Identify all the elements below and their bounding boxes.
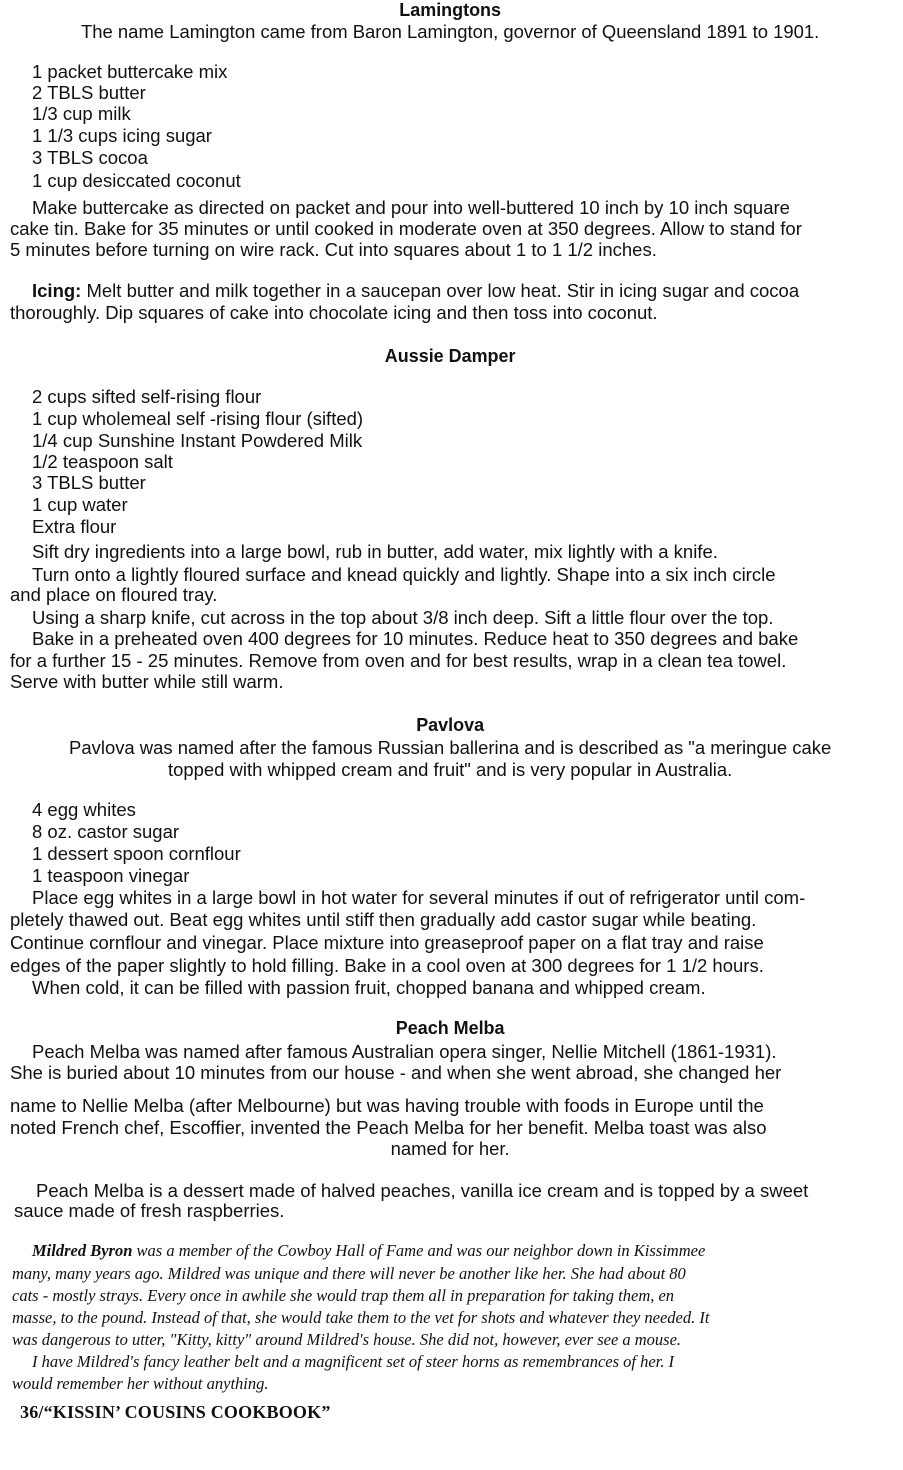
melba-title: Peach Melba [395,1018,505,1038]
damper-method-line: Serve with butter while still warm. [10,671,284,692]
pavlova-method-line: edges of the paper slightly to hold filling. Bake in a cool oven at 300 degrees for 1 1/2 hours. [10,955,764,976]
damper-method-line: Sift dry ingredients into a large bowl, rub in butter, add water, mix lightly with a knife. [32,541,718,562]
story-line: many, many years ago. Mildred was unique and there will never be another like her. She had about 80 [12,1264,686,1283]
melba-intro-line: name to Nellie Melba (after Melbourne) but was having trouble with foods in Europe until the [10,1095,764,1116]
melba-desc-line: Peach Melba is a dessert made of halved peaches, vanilla ice cream and is topped by a sweet [36,1180,809,1201]
pavlova-method-line: Place egg whites in a large bowl in hot water for several minutes if out of refrigerator until com- [32,887,806,908]
story-line: was dangerous to utter, "Kitty, kitty" around Mildred's house. She did not, however, ever see a mouse. [12,1330,682,1349]
lamingtons-ingredient: 1/3 cup milk [32,103,131,124]
melba-desc-line: sauce made of fresh raspberries. [14,1200,285,1221]
lamingtons-method-line: 5 minutes before turning on wire rack. Cut into squares about 1 to 1 1/2 inches. [10,239,657,260]
pavlova-ingredient: 1 dessert spoon cornflour [32,843,241,864]
pavlova-intro-line: Pavlova was named after the famous Russian ballerina and is described as "a meringue cake [69,737,832,758]
lamingtons-ingredient: 1 1/3 cups icing sugar [32,125,212,146]
page-footer: 36/“KISSIN’ COUSINS COOKBOOK” [20,1402,331,1422]
pavlova-method-line: Continue cornflour and vinegar. Place mixture into greaseproof paper on a flat tray and raise [10,932,764,953]
story-name: Mildred Byron [32,1241,133,1260]
damper-method-line: and place on floured tray. [10,584,218,605]
lamingtons-ingredient: 2 TBLS butter [32,82,146,103]
lamingtons-method-line: Make buttercake as directed on packet and pour into well-buttered 10 inch by 10 inch square [32,197,790,218]
damper-title: Aussie Damper [384,346,516,366]
pavlova-ingredient: 1 teaspoon vinegar [32,865,190,886]
melba-intro-line: named for her. [390,1138,510,1159]
melba-intro-line: Peach Melba was named after famous Australian opera singer, Nellie Mitchell (1861-1931). [32,1041,777,1062]
pavlova-title: Pavlova [416,715,485,735]
story-line: masse, to the pound. Instead of that, she would take them to the vet for shots and whatever they needed. It [12,1308,710,1327]
lamingtons-icing-line [32,280,799,302]
story-line: would remember her without anything. [12,1374,269,1393]
lamingtons-ingredient: 1 packet buttercake mix [32,61,228,82]
pavlova-intro-line: topped with whipped cream and fruit" and is very popular in Australia. [167,759,733,780]
lamingtons-icing-line: thoroughly. Dip squares of cake into chocolate icing and then toss into coconut. [10,302,658,323]
icing-label: Icing: [32,280,82,301]
pavlova-ingredient: 8 oz. castor sugar [32,821,180,842]
damper-method-line: Turn onto a lightly floured surface and knead quickly and lightly. Shape into a six inch circle [32,564,776,585]
lamingtons-intro: The name Lamington came from Baron Lamington, governor of Queensland 1891 to 1901. [81,21,820,42]
damper-ingredient: 1/4 cup Sunshine Instant Powdered Milk [32,430,363,451]
lamingtons-method-line: cake tin. Bake for 35 minutes or until cooked in moderate oven at 350 degrees. Allow to stand for [10,218,802,239]
pavlova-method-line: When cold, it can be filled with passion fruit, chopped banana and whipped cream. [32,977,706,998]
lamingtons-ingredient: 3 TBLS cocoa [32,147,148,168]
damper-ingredient: 3 TBLS butter [32,472,146,493]
damper-ingredient: 1 cup water [32,494,128,515]
damper-ingredient: Extra flour [32,516,117,537]
damper-method-line: Using a sharp knife, cut across in the top about 3/8 inch deep. Sift a little flour over the top. [32,607,774,628]
damper-method-line: Bake in a preheated oven 400 degrees for 10 minutes. Reduce heat to 350 degrees and bake [32,628,799,649]
story-line: cats - mostly strays. Every once in awhile she would trap them all in preparation for taking them, en [12,1286,675,1305]
story-line: I have Mildred's fancy leather belt and a magnificent set of steer horns as remembrances of her. I [32,1352,675,1371]
pavlova-ingredient: 4 egg whites [32,799,136,820]
lamingtons-title: Lamingtons [399,0,501,20]
damper-ingredient: 1 cup wholemeal self -rising flour (sifted) [32,408,364,429]
story-text: was a member of the Cowboy Hall of Fame and was our neighbor down in Kissimmee [132,1241,706,1260]
story-line [32,1240,705,1262]
icing-text: Melt butter and milk together in a saucepan over low heat. Stir in icing sugar and cocoa [81,280,800,301]
damper-ingredient: 1/2 teaspoon salt [32,451,173,472]
melba-intro-line: She is buried about 10 minutes from our house - and when she went abroad, she changed her [10,1062,782,1083]
pavlova-method-line: pletely thawed out. Beat egg whites until stiff then gradually add castor sugar while beating. [10,909,757,930]
melba-intro-line: noted French chef, Escoffier, invented the Peach Melba for her benefit. Melba toast was also [10,1117,767,1138]
damper-ingredient: 2 cups sifted self-rising flour [32,386,262,407]
damper-method-line: for a further 15 - 25 minutes. Remove from oven and for best results, wrap in a clean tea towel. [10,650,787,671]
lamingtons-ingredient: 1 cup desiccated coconut [32,170,241,191]
